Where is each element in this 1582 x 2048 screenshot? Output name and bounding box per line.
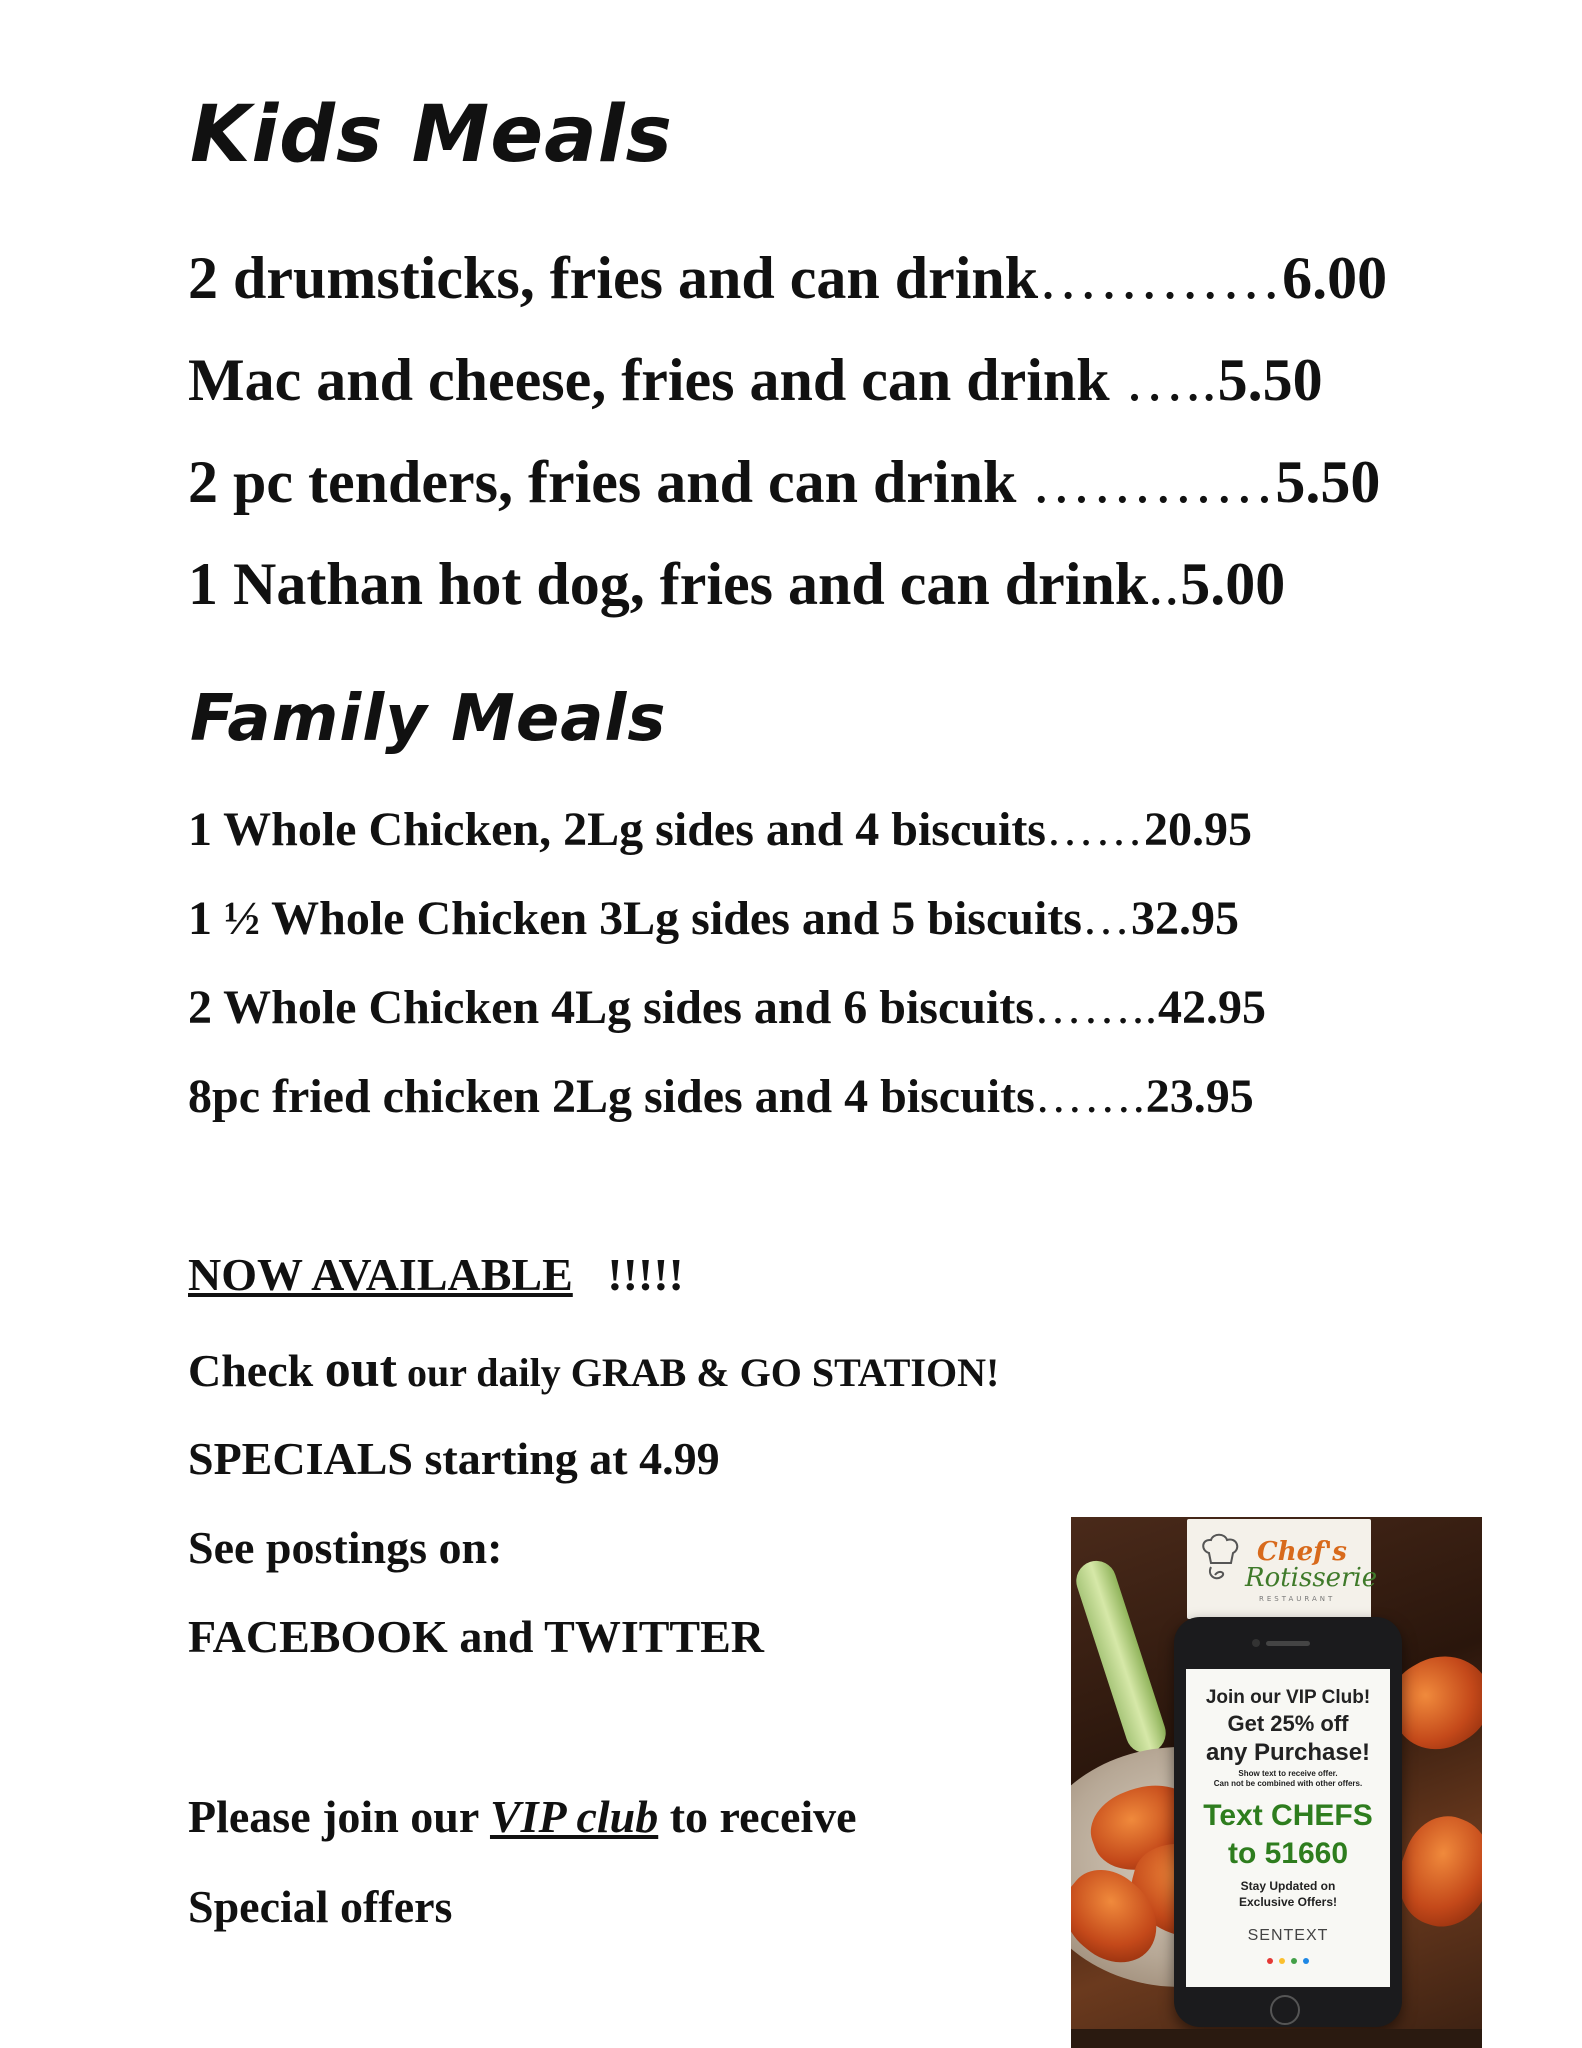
brand-dot <box>1303 1958 1309 1964</box>
restaurant-logo-sign <box>1187 1519 1378 1619</box>
promo-fineprint-2: Can not be combined with other offers. <box>1213 1779 1363 1788</box>
item-leader-dots: …… <box>1045 803 1144 856</box>
kids-menu-item <box>188 346 1323 415</box>
vip-suffix: to receive <box>658 1791 857 1842</box>
item-name: 2 pc tenders, fries and can drink <box>188 449 1032 515</box>
item-price: 23.95 <box>1145 1070 1254 1123</box>
check-text: Check <box>188 1345 325 1396</box>
item-name: 2 Whole Chicken 4Lg sides and 6 biscuits <box>188 981 1034 1034</box>
kids-menu-item <box>188 550 1285 619</box>
now-available-line <box>188 1248 684 1301</box>
logo-restaurant-text: RESTAURANT <box>1259 1595 1336 1603</box>
item-leader-dots: ………… <box>1038 245 1283 311</box>
promo-stay-updated-2: Exclusive Offers! <box>1238 1895 1338 1909</box>
promo-shortcode: to 51660 <box>1227 1837 1349 1870</box>
item-price: 6.00 <box>1282 245 1388 311</box>
item-leader-dots: …….. <box>1033 981 1158 1034</box>
promo-discount-text: Get 25% off <box>1227 1711 1349 1736</box>
specials-line: SPECIALS starting at 4.99 <box>188 1433 720 1484</box>
vip-club-line <box>188 1790 857 1843</box>
item-price: 5.50 <box>1275 449 1381 515</box>
logo-rotisserie-text: Rotisserie <box>1245 1563 1378 1593</box>
speaker-grille <box>1266 1641 1310 1646</box>
vip-club-link[interactable]: VIP club <box>489 1791 659 1842</box>
kids-menu-item <box>188 448 1380 517</box>
social-networks-line: FACEBOOK and TWITTER <box>188 1611 765 1662</box>
item-price: 32.95 <box>1130 892 1239 945</box>
item-price: 5.50 <box>1217 347 1323 413</box>
item-leader-dots: ……. <box>1034 1070 1146 1123</box>
vip-club-promo-photo <box>1071 1517 1482 2048</box>
family-menu-item <box>188 980 1266 1035</box>
item-name: 2 drumsticks, fries and can drink <box>188 245 1039 311</box>
grab-go-text: our daily GRAB & GO STATION! <box>396 1350 1000 1395</box>
item-name: 8pc fried chicken 2Lg sides and 4 biscuits <box>188 1070 1035 1123</box>
sentext-logo-icon <box>1186 1951 1390 1969</box>
promo-join-text: Join our VIP Club! <box>1205 1687 1371 1708</box>
see-postings-line: See postings on: <box>188 1522 503 1573</box>
sentext-brand: SENTEXT <box>1247 1927 1329 1944</box>
item-leader-dots: … <box>1081 892 1131 945</box>
family-menu-item <box>188 802 1252 857</box>
promo-fineprint-1: Show text to receive offer. <box>1238 1769 1338 1778</box>
brand-dot <box>1267 1958 1273 1964</box>
family-meals-heading: Family Meals <box>190 682 667 756</box>
camera-icon <box>1252 1639 1260 1647</box>
special-offers-line: Special offers <box>188 1881 453 1932</box>
kids-meals-heading: Kids Meals <box>190 90 673 180</box>
vip-prefix: Please join our <box>188 1791 490 1842</box>
brand-dot <box>1279 1958 1285 1964</box>
promo-stay-updated-1: Stay Updated on <box>1240 1879 1336 1893</box>
item-name: 1 ½ Whole Chicken 3Lg sides and 5 biscuits <box>188 892 1082 945</box>
photo-footer-band <box>1071 2029 1482 2048</box>
logo-chefs-text: Chef's <box>1257 1537 1347 1567</box>
now-available-label: NOW AVAILABLE <box>188 1249 573 1300</box>
item-name: Mac and cheese, fries and can drink <box>188 347 1125 413</box>
item-name: 1 Nathan hot dog, fries and can drink <box>188 551 1149 617</box>
item-name: 1 Whole Chicken, 2Lg sides and 4 biscuits <box>188 803 1046 856</box>
smartphone-graphic <box>1174 1617 1402 2027</box>
item-price: 20.95 <box>1143 803 1252 856</box>
item-price: 42.95 <box>1157 981 1266 1034</box>
home-button-icon <box>1270 1995 1300 2025</box>
item-leader-dots: ………… <box>1031 449 1276 515</box>
promo-purchase-text: any Purchase! <box>1205 1739 1371 1766</box>
family-menu-item <box>188 1069 1254 1124</box>
phone-screen <box>1186 1669 1390 1987</box>
grab-and-go-line <box>188 1340 999 1399</box>
chef-hat-icon <box>1197 1531 1247 1591</box>
brand-dot <box>1291 1958 1297 1964</box>
item-leader-dots: .. <box>1148 551 1181 617</box>
item-price: 5.00 <box>1180 551 1286 617</box>
promo-text-chefs: Text CHEFS <box>1203 1799 1373 1832</box>
kids-menu-item <box>188 244 1387 313</box>
celery-graphic <box>1071 1556 1171 1759</box>
family-menu-item <box>188 891 1239 946</box>
exclamation-marks: !!!!! <box>607 1249 684 1300</box>
item-leader-dots: ….. <box>1124 347 1218 413</box>
out-text: out <box>324 1341 397 1398</box>
